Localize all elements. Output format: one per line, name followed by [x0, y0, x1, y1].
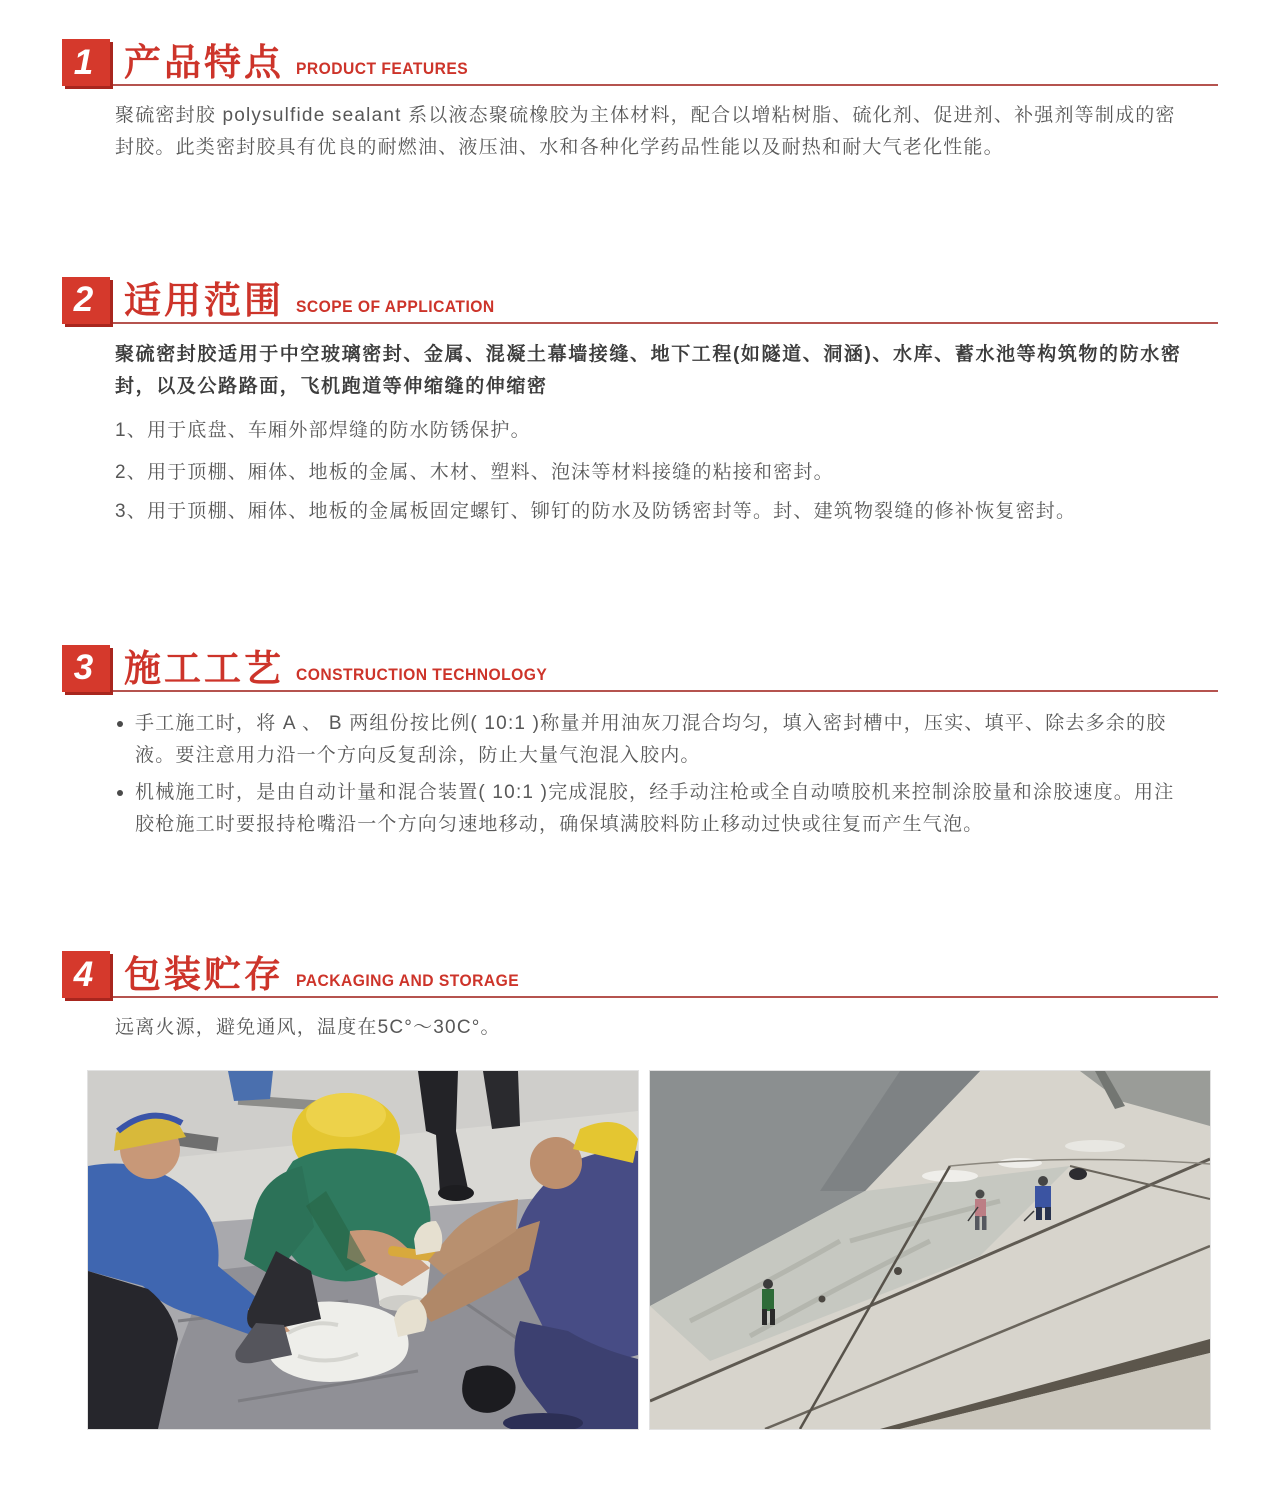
- section-subtitle: PACKAGING AND STORAGE: [296, 971, 520, 991]
- list-item: 2、用于顶棚、厢体、地板的金属、木材、塑料、泡沫等材料接缝的粘接和密封。: [115, 462, 834, 484]
- bullet-item: [115, 708, 1190, 772]
- section-header: [62, 36, 1218, 86]
- section-number-badge: 2: [62, 277, 110, 324]
- list-item: 3、用于顶棚、厢体、地板的金属板固定螺钉、铆钉的防水及防锈密封等。封、建筑物裂缝的修补恢复密封。: [115, 501, 1077, 523]
- section-body: [62, 100, 1218, 164]
- section-header: [62, 948, 1218, 998]
- section-scope-of-application: [62, 274, 1218, 528]
- section-body: [62, 339, 1218, 528]
- bullet-list: [115, 708, 1190, 841]
- photo-concrete-slope-workers: [649, 1070, 1211, 1430]
- section-number-badge: 3: [62, 645, 110, 692]
- body-paragraph: 远离火源，避免通风，温度在5C°～30C°。: [115, 1017, 501, 1039]
- lead-paragraph: 聚硫密封胶适用于中空玻璃密封、金属、混凝土幕墙接缝、地下工程(如隧道、洞涵)、水库、蓄水池等构筑物的防水密封，以及公路路面，飞机跑道等伸缩缝的伸缩密: [115, 343, 1182, 397]
- section-number-badge: 4: [62, 951, 110, 998]
- photo-workers-applying-sealant: [87, 1070, 639, 1430]
- section-body: [62, 1012, 1218, 1044]
- section-subtitle: CONSTRUCTION TECHNOLOGY: [296, 664, 548, 684]
- photo-row: [62, 1070, 1218, 1430]
- section-number-badge: 1: [62, 39, 110, 86]
- section-header: [62, 274, 1218, 324]
- section-title: 产品特点: [124, 42, 284, 83]
- section-title: 施工工艺: [124, 647, 284, 689]
- bullet-dot-icon: [117, 790, 123, 796]
- list-item: 1、用于底盘、车厢外部焊缝的防水防锈保护。: [115, 419, 531, 441]
- bullet-text: 机械施工时，是由自动计量和混合装置( 10:1 )完成混胶，经手动注枪或全自动喷胶机来控制涂胶量和涂胶速度。用注胶枪施工时要报持枪嘴沿一个方向匀速地移动，确保填满胶料防止移动过快或往复而产生气泡。: [135, 781, 1175, 835]
- bullet-text: 手工施工时，将 A 、 B 两组份按比例( 10:1 )称量并用油灰刀混合均匀，填入密封槽中，压实、填平、除去多余的胶液。要注意用力沿一个方向反复刮涂，防止大量气泡混入胶内。: [135, 712, 1167, 766]
- section-subtitle: PRODUCT FEATURES: [296, 59, 469, 78]
- section-construction-technology: [62, 642, 1218, 841]
- section-header: [62, 642, 1218, 692]
- body-paragraph: 聚硫密封胶 polysulfide sealant 系以液态聚硫橡胶为主体材料，配合以增粘树脂、硫化剂、促进剂、补强剂等制成的密封胶。此类密封胶具有优良的耐燃油、液压油、水和各种化学药品性能以及耐热和耐大气老化性能。: [115, 105, 1176, 158]
- numbered-list: [115, 416, 1190, 528]
- section-body: [62, 708, 1218, 841]
- bullet-item: [115, 777, 1190, 841]
- section-title: 适用范围: [124, 279, 284, 321]
- section-product-features: [62, 36, 1218, 164]
- section-packaging-and-storage: [62, 948, 1218, 1044]
- section-subtitle: SCOPE OF APPLICATION: [296, 296, 495, 316]
- section-title: 包装贮存: [124, 954, 284, 996]
- bullet-dot-icon: [117, 721, 123, 727]
